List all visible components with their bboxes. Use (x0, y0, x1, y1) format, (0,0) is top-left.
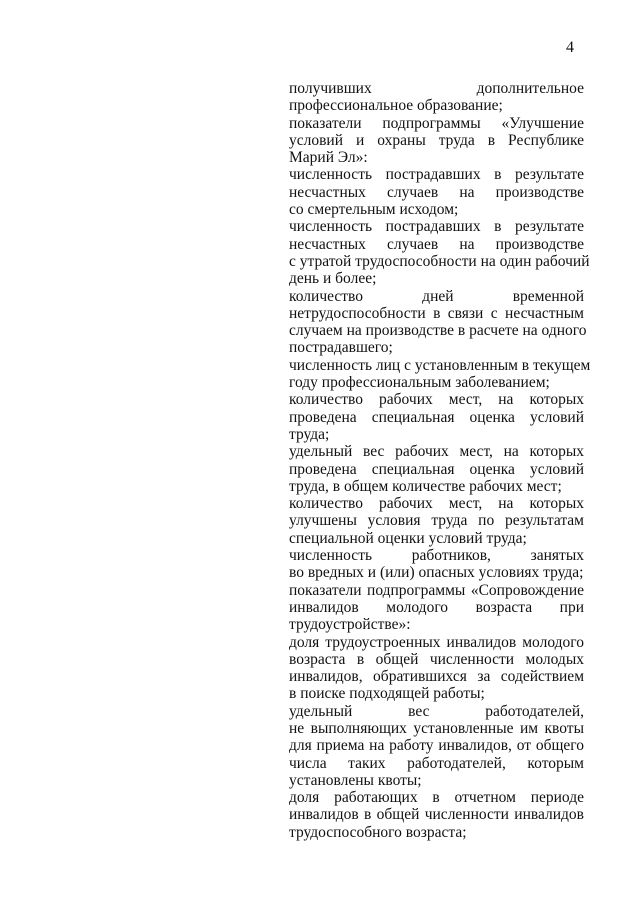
text-line: не выполняющих установленные им квоты (289, 719, 584, 737)
text-line: численность работников, занятых (289, 547, 584, 565)
text-line: возраста в общей численности молодых (289, 650, 584, 668)
text-line: численность лиц с установленным в текущем (289, 356, 591, 374)
text-line: труда, в общем количестве рабочих мест; (289, 477, 562, 495)
text-line: инвалидов молодого возраста при (289, 598, 584, 616)
text-line: труда; (289, 425, 330, 443)
text-line: показатели подпрограммы «Сопровождение (289, 581, 584, 599)
text-line: доля работающих в отчетном периоде (289, 789, 584, 807)
text-line: с утратой трудоспособности на один рабочий (289, 252, 590, 270)
text-line: несчастных случаев на производстве (289, 235, 584, 253)
text-line: день и более; (289, 270, 377, 288)
text-line: трудоустройстве»: (289, 616, 411, 634)
text-line: трудоспособного возраста; (289, 823, 467, 841)
text-line: удельный вес работодателей, (289, 702, 584, 720)
text-line: показатели подпрограммы «Улучшение (289, 114, 584, 132)
text-line: улучшены условия труда по результатам (289, 512, 584, 530)
text-line: году профессиональным заболеванием; (289, 374, 550, 392)
page-number: 4 (566, 39, 574, 56)
text-line: нетрудоспособности в связи с несчастным (289, 304, 584, 322)
text-line: количество рабочих мест, на которых (289, 495, 584, 513)
text-line: Марий Эл»: (289, 149, 368, 167)
text-line: для приема на работу инвалидов, от общего (289, 737, 584, 755)
text-line: проведена специальная оценка условий (289, 408, 584, 426)
text-line: несчастных случаев на производстве (289, 183, 584, 201)
text-line: случаем на производстве в расчете на одного (289, 322, 587, 340)
text-line: доля трудоустроенных инвалидов молодого (289, 633, 584, 651)
text-line: количество дней временной (289, 287, 584, 305)
text-line: со смертельным исходом; (289, 201, 459, 219)
text-line: специальной оценки условий труда; (289, 529, 527, 547)
text-line: удельный вес рабочих мест, на которых (289, 443, 584, 461)
text-line: получивших дополнительное (289, 80, 584, 97)
text-line: в поиске подходящей работы; (289, 685, 485, 703)
text-line: установлены квоты; (289, 771, 422, 789)
text-line: профессиональное образование; (289, 97, 503, 115)
text-line: числа таких работодателей, которым (289, 754, 584, 772)
text-line: во вредных и (или) опасных условиях труда; (289, 564, 584, 582)
text-line: численность пострадавших в результате (289, 166, 584, 184)
text-line: условий и охраны труда в Республике (289, 131, 584, 149)
text-line: количество рабочих мест, на которых (289, 391, 584, 409)
text-line: пострадавшего; (289, 339, 393, 357)
body-text (289, 80, 591, 841)
text-line: инвалидов в общей численности инвалидов (289, 806, 584, 824)
text-line: численность пострадавших в результате (289, 218, 584, 236)
text-line: проведена специальная оценка условий (289, 460, 584, 478)
text-line: инвалидов, обратившихся за содействием (289, 668, 584, 686)
